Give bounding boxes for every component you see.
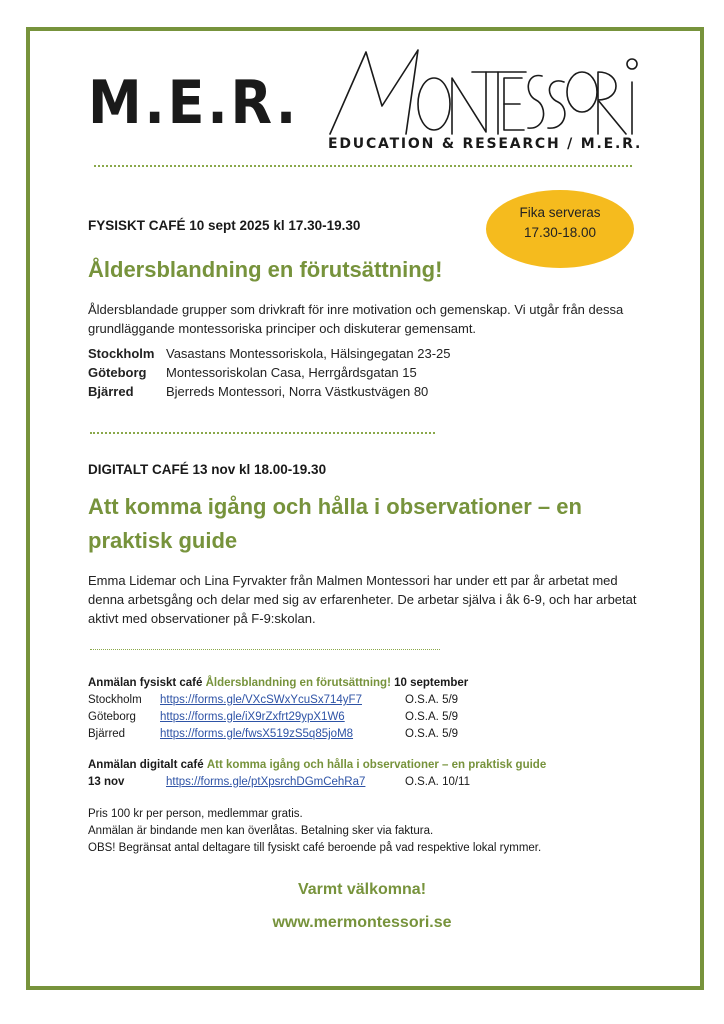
fika-time: 17.30-18.00 [523, 225, 597, 240]
location-row [88, 384, 450, 403]
event1-locations [88, 346, 450, 403]
event-divider [90, 432, 435, 434]
fika-badge [486, 190, 634, 268]
registration-row-city: Göteborg [88, 711, 136, 723]
event2-description: Emma Lidemar och Lina Fyrvakter från Malmen Montessori har under ett par år arbetat med denna arbetsgång och delar med sig av erfarenheter. De arbetar själva i åk 6-9, och har arbetat aktivt med observationer på F-9:skolan. [88, 573, 637, 626]
location-city: Bjärred [88, 384, 134, 399]
location-row [88, 346, 450, 365]
registration-link-goteborg[interactable]: https://forms.gle/iX9rZxfrt29ypX1W6 [160, 711, 345, 723]
event2-title-line2: praktisk guide [88, 528, 238, 553]
registration-link-digital[interactable]: https://forms.gle/ptXpsrchDGmCehRa7 [166, 776, 366, 788]
location-row [88, 365, 450, 384]
digital-registration-label: Anmälan digitalt café [88, 759, 204, 771]
digital-registration-heading [88, 759, 546, 771]
event2-title-line1: Att komma igång och hålla i observationer – en [88, 494, 582, 519]
physical-registration-date: 10 september [394, 677, 469, 689]
physical-registration-label: Anmälan fysiskt café [88, 677, 203, 689]
registration-osa: O.S.A. 5/9 [405, 711, 459, 723]
registration-divider [90, 649, 440, 650]
info-price: Pris 100 kr per person, medlemmar gratis. [88, 808, 303, 820]
montessori-logo [326, 42, 638, 138]
location-place: Montessoriskolan Casa, Herrgårdsgatan 15 [166, 365, 417, 380]
info-binding: Anmälan är bindande men kan överlåtas. Betalning sker via faktura. [88, 825, 434, 837]
registration-osa: O.S.A. 5/9 [405, 694, 459, 706]
event2-heading: DIGITALT CAFÉ 13 nov kl 18.00-19.30 [88, 462, 327, 477]
website-link[interactable]: www.mermontessori.se [272, 914, 452, 931]
fika-text: Fika serveras [519, 205, 601, 220]
location-city: Stockholm [88, 346, 155, 361]
registration-link-bjarred[interactable]: https://forms.gle/fwsX519zS5q85joM8 [160, 728, 354, 740]
digital-registration-date: 13 nov [88, 776, 125, 788]
mer-logo: M.E.R. [88, 68, 299, 138]
physical-registration-heading [88, 677, 468, 689]
welcome-text: Varmt välkomna! [297, 881, 427, 898]
physical-registration-title: Åldersblandning en förutsättning! [205, 677, 391, 689]
registration-osa: O.S.A. 10/11 [405, 776, 470, 788]
registration-row-city: Bjärred [88, 728, 126, 740]
info-limited: OBS! Begränsat antal deltagare till fysiskt café beroende på vad respektive lokal rymmer. [88, 842, 542, 854]
registration-link-stockholm[interactable]: https://forms.gle/VXcSWxYcuSx714yF7 [160, 694, 362, 706]
digital-registration-title: Att komma igång och hålla i observationer – en praktisk guide [206, 759, 547, 771]
registration-osa: O.S.A. 5/9 [405, 728, 459, 740]
education-research-tagline: EDUCATION & RESEARCH / M.E.R. [328, 136, 643, 152]
registration-row-city: Stockholm [88, 694, 142, 706]
header-divider [94, 165, 632, 167]
event1-title: Åldersblandning en förutsättning! [88, 257, 443, 282]
event1-heading: FYSISKT CAFÉ 10 sept 2025 kl 17.30-19.30 [88, 218, 361, 233]
location-place: Bjerreds Montessori, Norra Västkustvägen 80 [166, 384, 429, 399]
location-place: Vasastans Montessoriskola, Hälsingegatan 23-25 [166, 346, 451, 361]
location-city: Göteborg [88, 365, 147, 380]
event1-description: Åldersblandade grupper som drivkraft för inre motivation och gemenskap. Vi utgår från dessa grundläggande montessoriska principer och diskuterar gemensamt. [88, 302, 624, 336]
